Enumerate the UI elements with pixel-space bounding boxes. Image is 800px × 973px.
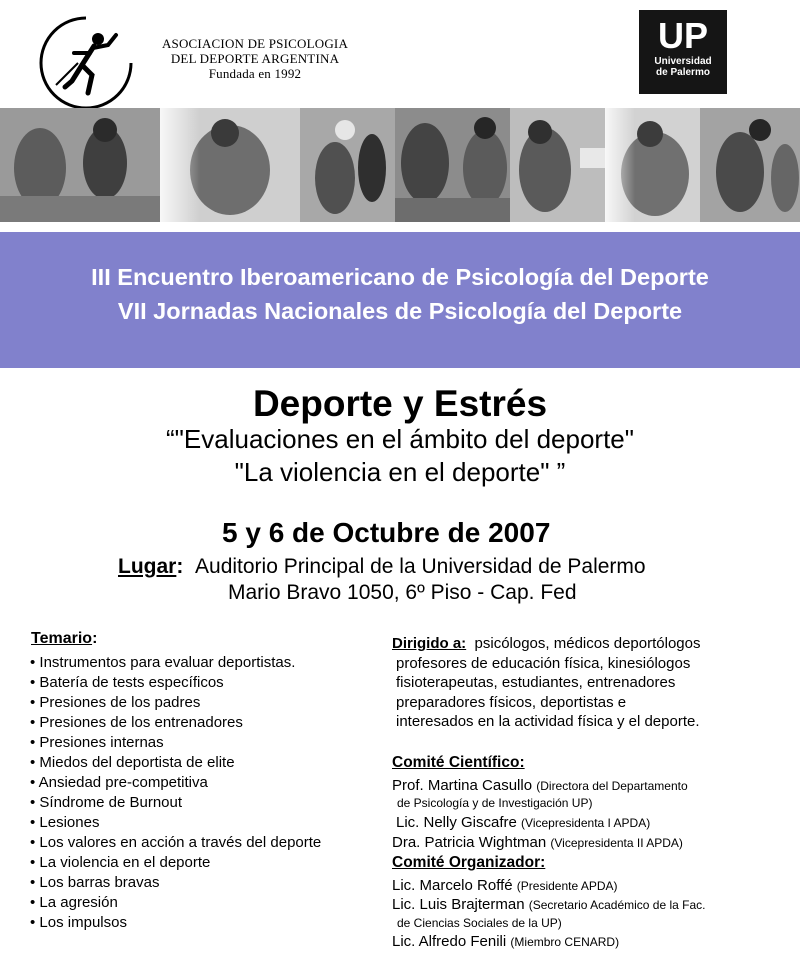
list-item: • Ansiedad pre-competitiva <box>30 774 208 791</box>
committee-member <box>392 896 705 913</box>
list-item: • Presiones de los padres <box>30 694 201 711</box>
member-name: Lic. Nelly Giscafre <box>396 814 517 831</box>
committee-member <box>392 933 619 950</box>
member-name: Lic. Marcelo Roffé <box>392 877 513 894</box>
member-role: (Presidente APDA) <box>516 879 618 893</box>
list-item: • Lesiones <box>30 814 100 831</box>
list-item: • La agresión <box>30 894 118 911</box>
member-name: Lic. Alfredo Fenili <box>392 933 507 950</box>
up-logo-line-1: Universidad <box>654 56 712 67</box>
banner-line-1: III Encuentro Iberoamericano de Psicología del Deporte <box>91 264 709 290</box>
main-title: Deporte y Estrés <box>252 383 548 424</box>
association-line-2: DEL DEPORTE ARGENTINA <box>170 51 340 66</box>
audience-line: psicólogos, médicos deportólogos <box>474 635 701 652</box>
list-item: • Los impulsos <box>30 914 127 931</box>
member-role: (Vicepresidenta II APDA) <box>550 836 683 850</box>
member-role-continued: de Ciencias Sociales de la UP) <box>397 916 562 930</box>
audience-line: preparadores físicos, deportistas e <box>396 693 627 711</box>
member-role: (Secretario Académico de la Fac. <box>528 898 706 912</box>
photo-panel-7 <box>700 108 800 222</box>
scientific-committee-heading: Comité Científico: <box>392 754 525 771</box>
list-item: • Miedos del deportista de elite <box>30 754 235 771</box>
venue-label-colon: : <box>176 555 184 578</box>
venue-label: Lugar <box>118 555 177 578</box>
list-item: • Batería de tests específicos <box>30 674 224 691</box>
list-item: • Instrumentos para evaluar deportistas. <box>30 654 296 671</box>
up-logo-line-2: de Palermo <box>656 67 710 78</box>
photo-panel-4 <box>395 108 510 222</box>
photo-panel-6 <box>605 108 700 222</box>
member-role: (Vicepresidenta I APDA) <box>521 816 651 830</box>
association-line-1: ASOCIACION DE PSICOLOGIA <box>161 36 349 51</box>
banner-line-2: VII Jornadas Nacionales de Psicología del Deporte <box>117 298 683 324</box>
venue-address: Mario Bravo 1050, 6º Piso - Cap. Fed <box>228 581 577 604</box>
member-name: Dra. Patricia Wightman <box>392 834 547 851</box>
photo-panel-3 <box>300 108 395 222</box>
event-banner <box>0 232 800 368</box>
up-logo <box>639 10 727 94</box>
photo-panel-2 <box>160 108 300 222</box>
temario-heading-colon: : <box>92 630 98 647</box>
list-item: • Presiones internas <box>30 734 164 751</box>
committee-member <box>392 834 683 851</box>
member-name: Lic. Luis Brajterman <box>392 896 525 913</box>
member-name: Prof. Martina Casullo <box>392 777 533 794</box>
up-logo-text: UP <box>657 15 708 56</box>
audience-line: profesores de educación física, kinesiólogos <box>396 654 691 672</box>
photo-panel-5 <box>510 108 605 222</box>
venue-name: Auditorio Principal de la Universidad de Palermo <box>195 555 646 578</box>
organizing-committee-heading: Comité Organizador: <box>392 854 546 871</box>
committee-member <box>392 777 688 794</box>
member-role: (Miembro CENARD) <box>510 935 620 949</box>
audience-line: fisioterapeutas, estudiantes, entrenadores <box>396 674 676 691</box>
apda-logo <box>38 15 134 111</box>
temario-heading-text: Temario <box>31 630 93 647</box>
subtitle-line-1: “"Evaluaciones en el ámbito del deporte" <box>166 424 634 454</box>
member-role-continued: de Psicología y de Investigación UP) <box>397 796 593 810</box>
venue-line <box>118 555 646 579</box>
list-item: • Síndrome de Burnout <box>30 794 183 811</box>
association-name <box>140 36 370 81</box>
list-item: • La violencia en el deporte <box>30 854 211 871</box>
audience-label: Dirigido a: <box>392 635 467 652</box>
temario-heading <box>31 630 97 648</box>
list-item: • Los valores en acción a través del deporte <box>30 834 322 851</box>
association-founded: Fundada en 1992 <box>208 66 302 81</box>
committee-member <box>392 877 618 894</box>
list-item: • Los barras bravas <box>30 874 160 891</box>
photo-panel-1 <box>0 108 160 222</box>
committee-member <box>396 814 650 831</box>
list-item: • Presiones de los entrenadores <box>30 714 243 731</box>
sports-photo-strip <box>0 108 800 222</box>
temario-list <box>30 653 321 933</box>
sports-photo-collage <box>0 108 800 222</box>
event-date: 5 y 6 de Octubre de 2007 <box>222 517 551 548</box>
audience-section <box>392 634 792 732</box>
subtitle-line-2: "La violencia en el deporte" ” <box>234 457 566 487</box>
audience-line: interesados en la actividad física y el deporte. <box>396 713 700 730</box>
member-role: (Directora del Departamento <box>536 779 688 793</box>
